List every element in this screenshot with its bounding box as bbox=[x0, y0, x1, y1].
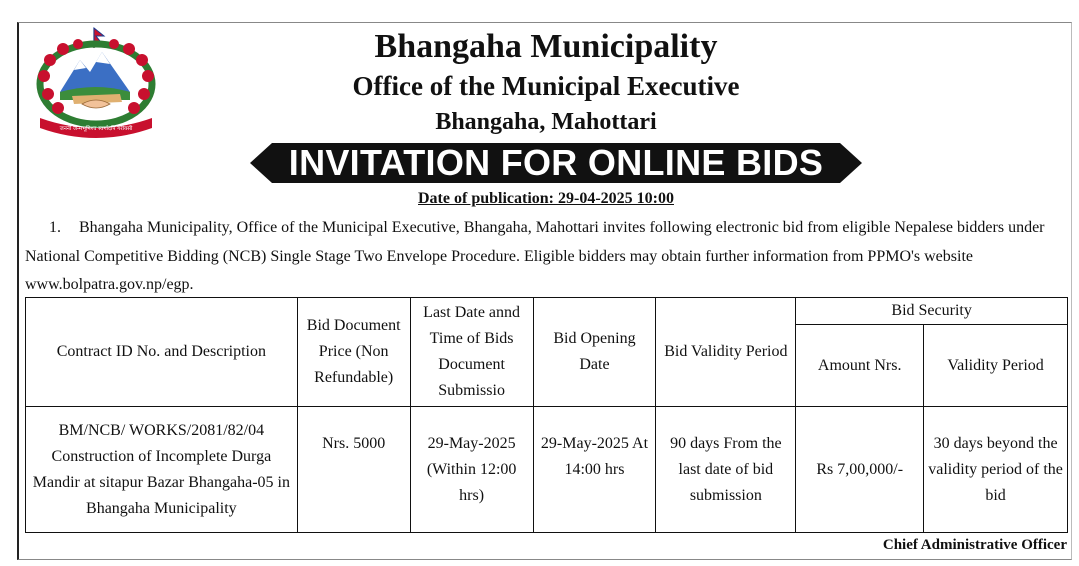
cell-validity: 90 days From the last date of bid submission bbox=[656, 407, 796, 533]
header-bid-security: Bid Security bbox=[796, 298, 1068, 325]
header-last-date: Last Date annd Time of Bids Document Submissio bbox=[410, 298, 533, 407]
location-title: Bhangaha, Mahottari bbox=[435, 109, 657, 135]
cell-amount: Rs 7,00,000/- bbox=[796, 407, 924, 533]
intro-paragraph bbox=[25, 214, 1065, 300]
motto-text: जननी जन्मभूमिश्च स्वर्गादपि गरीयसी bbox=[59, 126, 133, 132]
publication-date: Date of publication: 29-04-2025 10:00 bbox=[418, 190, 674, 207]
municipality-title: Bhangaha Municipality bbox=[374, 28, 718, 65]
header-validity: Bid Validity Period bbox=[656, 298, 796, 407]
paragraph-text: Bhangaha Municipality, Office of the Municipal Executive, Bhangaha, Mahottari invites following electronic bid from eligible Nepalese bidders under National Competitive Bidding (NCB) Single Stage Two Envelope Procedure. Eligible bidders may obtain further information from PPMO's website www.bolpatra.gov.np/egp. bbox=[25, 219, 1045, 293]
bid-table bbox=[25, 297, 1068, 533]
cell-price: Nrs. 5000 bbox=[297, 407, 410, 533]
header-amount: Amount Nrs. bbox=[796, 325, 924, 407]
notice-banner bbox=[250, 143, 862, 183]
cell-opening: 29-May-2025 At 14:00 hrs bbox=[533, 407, 656, 533]
office-title: Office of the Municipal Executive bbox=[352, 71, 740, 101]
header-security-validity: Validity Period bbox=[924, 325, 1068, 407]
header-contract: Contract ID No. and Description bbox=[26, 298, 298, 407]
cell-security-validity: 30 days beyond the validity period of the bid bbox=[924, 407, 1068, 533]
header-opening: Bid Opening Date bbox=[533, 298, 656, 407]
notice-title: INVITATION FOR ONLINE BIDS bbox=[288, 142, 824, 183]
table-row bbox=[26, 407, 1068, 533]
paragraph-number: 1. bbox=[49, 219, 61, 236]
signatory: Chief Administrative Officer bbox=[882, 537, 1067, 553]
header-price: Bid Document Price (Non Refundable) bbox=[297, 298, 410, 407]
cell-contract: BM/NCB/ WORKS/2081/82/04 Construction of Incomplete Durga Mandir at sitapur Bazar Bhangaha-05 in Bhangaha Municipality bbox=[26, 407, 298, 533]
cell-last-date: 29-May-2025 (Within 12:00 hrs) bbox=[410, 407, 533, 533]
